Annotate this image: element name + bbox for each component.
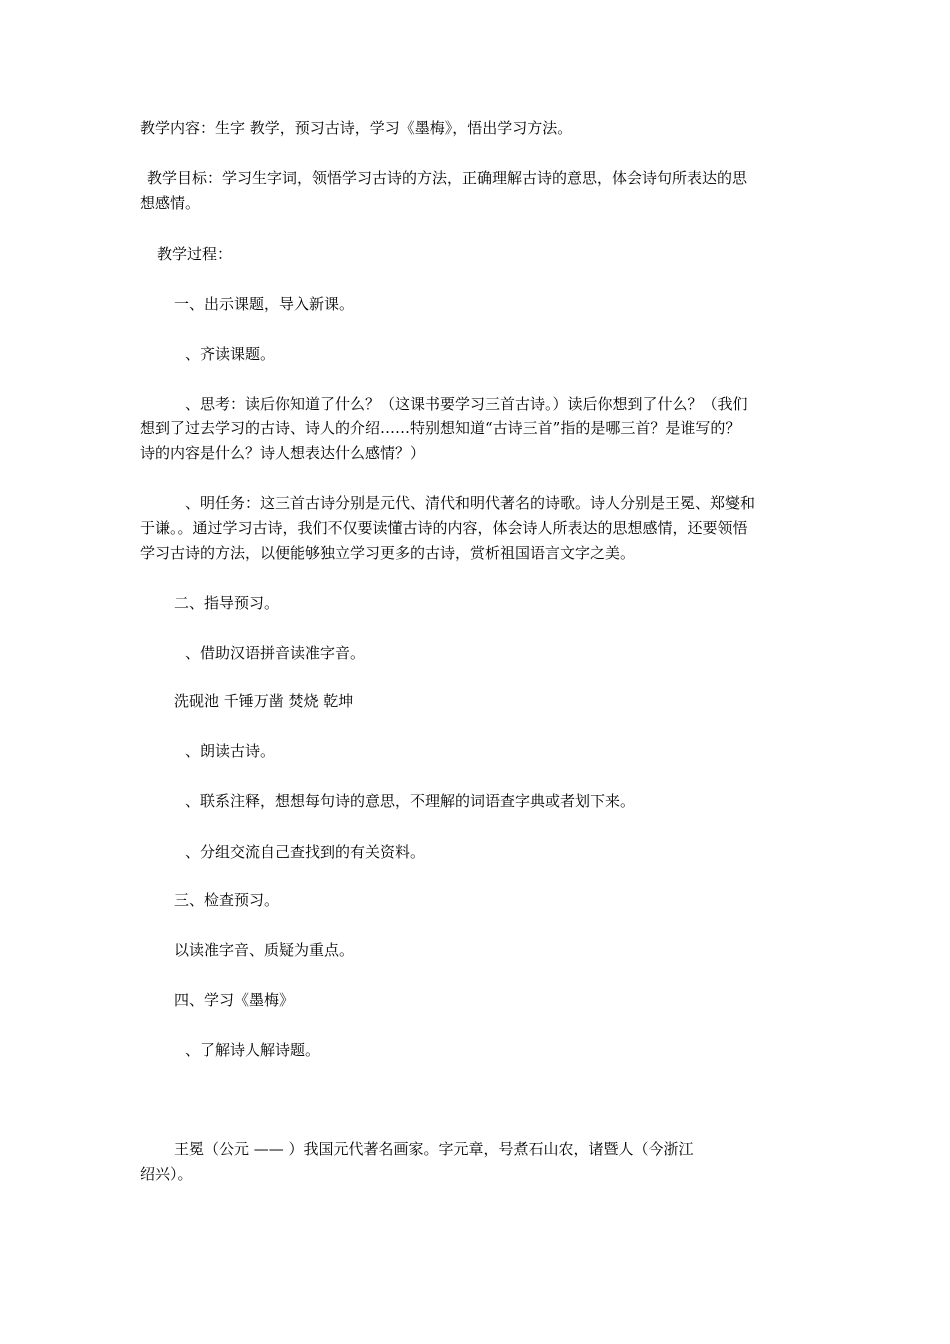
section-1-heading: 一、出示课题，导入新课。 xyxy=(174,295,355,313)
item-1-2-line-2: 想到了过去学习的古诗、诗人的介绍……特别想知道“古诗三首”指的是哪三首？是谁写的？ xyxy=(140,419,741,437)
section-2-heading: 二、指导预习。 xyxy=(174,594,280,612)
section-3-text: 以读准字音、质疑为重点。 xyxy=(174,941,355,959)
poet-intro-line-1: 王冕（公元 —— ）我国元代著名画家。字元章，号煮石山农，诸暨人（今浙江 xyxy=(174,1140,694,1158)
item-1-2-line-1: 、思考：读后你知道了什么？（这课书要学习三首古诗。）读后你想到了什么？（我们 xyxy=(185,395,748,413)
item-2-4: 、分组交流自己查找到的有关资料。 xyxy=(185,843,426,861)
item-1-1: 、齐读课题。 xyxy=(185,345,276,363)
item-1-2-line-3: 诗的内容是什么？诗人想表达什么感情？） xyxy=(140,444,426,462)
item-1-3-line-3: 学习古诗的方法，以便能够独立学习更多的古诗，赏析祖国语言文字之美。 xyxy=(140,544,636,562)
word-list: 洗砚池 千锤万凿 焚烧 乾坤 xyxy=(174,692,354,710)
section-4-heading: 四、学习《墨梅》 xyxy=(174,991,295,1009)
item-2-1: 、借助汉语拼音读准字音。 xyxy=(185,644,366,662)
goal-line-2: 想感情。 xyxy=(140,194,201,212)
content-line: 教学内容：生字 教学，预习古诗，学习《墨梅》，悟出学习方法。 xyxy=(140,119,573,137)
goal-line-1: 教学目标：学习生字词，领悟学习古诗的方法，正确理解古诗的意思，体会诗句所表达的思 xyxy=(147,169,748,187)
item-2-3: 、联系注释，想想每句诗的意思，不理解的词语查字典或者划下来。 xyxy=(185,792,636,810)
item-1-3-line-1: 、明任务：这三首古诗分别是元代、清代和明代著名的诗歌。诗人分别是王冕、郑燮和 xyxy=(185,494,756,512)
poet-intro-line-2: 绍兴）。 xyxy=(140,1165,193,1183)
item-1-3-line-2: 于谦。。通过学习古诗，我们不仅要读懂古诗的内容，体会诗人所表达的思想感情，还要领悟 xyxy=(140,519,748,537)
item-2-2: 、朗读古诗。 xyxy=(185,742,276,760)
process-heading: 教学过程： xyxy=(157,245,233,263)
item-4-1: 、了解诗人解诗题。 xyxy=(185,1041,321,1059)
section-3-heading: 三、检查预习。 xyxy=(174,891,280,909)
